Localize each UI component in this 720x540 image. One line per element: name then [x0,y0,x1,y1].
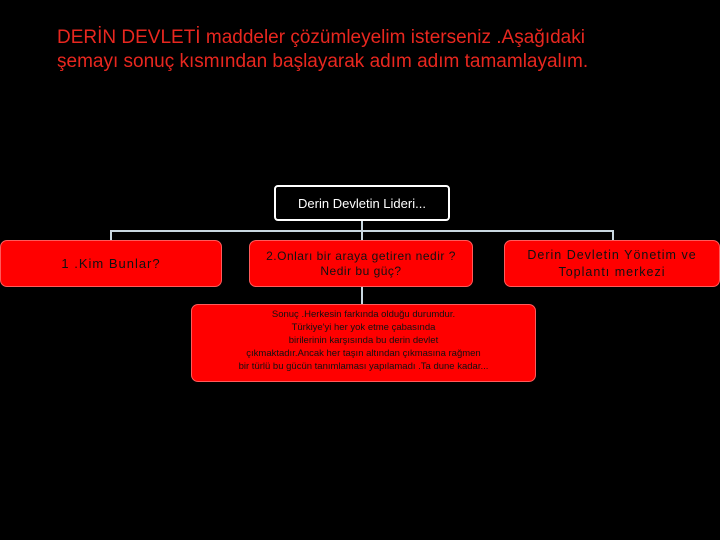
headquarters-box: Derin Devletin Yönetim ve Toplantı merkezi [504,240,720,287]
title-line-2: şemayı sonuç kısmından başlayarak adım adım tamamlayalım. [57,51,589,72]
leader-box: Derin Devletin Lideri... [274,185,450,221]
connector-to-result [361,287,363,304]
slide-title [57,26,697,74]
connector-right-drop [612,230,614,240]
result-line: çıkmaktadır.Ancak her taşın altından çıkmasına rağmen [246,348,481,359]
result-line: Türkiye'yi her yok etme çabasında [291,322,436,333]
who-box: 1 .Kim Bunlar? [0,240,222,287]
result-line: birilerinin karşısında bu derin devlet [288,335,439,346]
result-line: bir türlü bu gücün tanımlaması yapılamadı .Ta dune kadar... [238,361,489,372]
result-box [191,304,536,382]
connector-center-drop [361,230,363,240]
power-box: 2.Onları bir araya getiren nedir ? Nedir bu güç? [249,240,473,287]
title-line-1: DERİN DEVLETİ maddeler çözümleyelim isterseniz .Aşağıdaki [57,27,585,48]
connector-left-drop [110,230,112,240]
result-line: Sonuç .Herkesin farkında olduğu durumdur. [271,309,456,320]
